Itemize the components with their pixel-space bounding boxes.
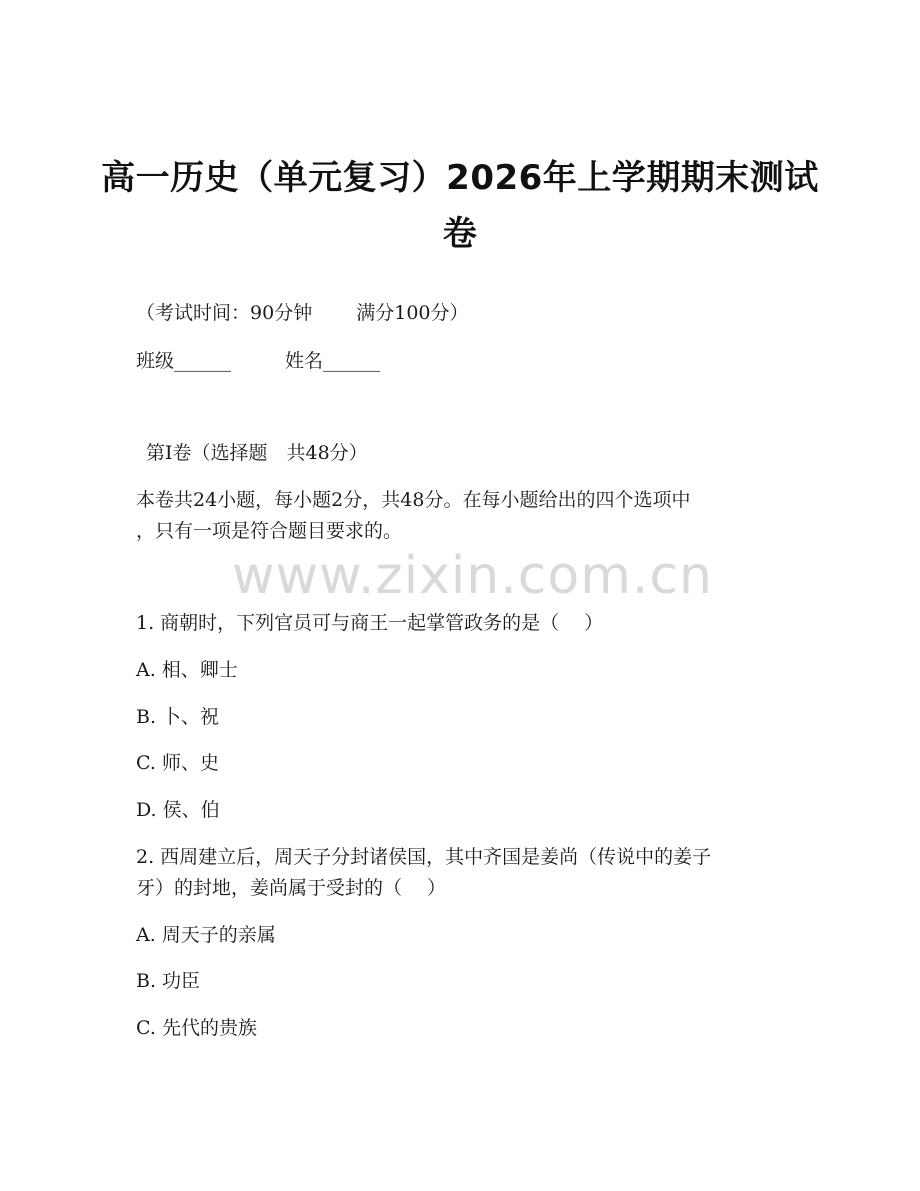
question-1-option-d: D. 侯、伯 [136,799,220,821]
exam-info [136,299,469,327]
question-2-stem-line2: 牙）的封地，姜尚属于受封的（ ） [136,877,447,899]
question-1-option-c: C. 师、史 [136,752,219,774]
exam-score-value: 100 [394,302,431,324]
page-title: 高一历史（单元复习）2026年上学期期末测试卷 [101,158,819,254]
exam-time-unit: 分钟 [274,302,313,324]
question-2-stem-line1: 2. 西周建立后，周天子分封诸侯国，其中齐国是姜尚（传说中的姜子 [136,846,712,868]
question-2-option-b: B. 功臣 [136,970,201,992]
section-instructions-line1: 本卷共24小题，每小题2分，共48分。在每小题给出的四个选项中 [136,489,691,511]
question-1-option-a: A. 相、卿士 [136,659,238,681]
section-instructions-line2: ，只有一项是符合题目要求的。 [136,520,403,542]
exam-score-suffix: 分） [430,302,469,324]
exam-time-value: 90 [250,302,275,324]
exam-time-prefix: （考试时间： [136,302,251,324]
student-fields [136,347,380,375]
question-1-stem: 1. 商朝时，下列官员可与商王一起掌管政务的是（ ） [136,612,604,634]
question-2-option-c: C. 先代的贵族 [136,1017,257,1039]
question-2-option-a: A. 周天子的亲属 [136,924,276,946]
watermark: www.zixin.com.cn [232,546,713,606]
name-field: 姓名______ [285,350,381,372]
question-1-option-b: B. 卜、祝 [136,706,220,728]
exam-score-prefix: 满分 [356,302,395,324]
class-field: 班级______ [136,350,232,372]
section-heading: 第Ⅰ卷（选择题 共48分） [146,442,368,464]
